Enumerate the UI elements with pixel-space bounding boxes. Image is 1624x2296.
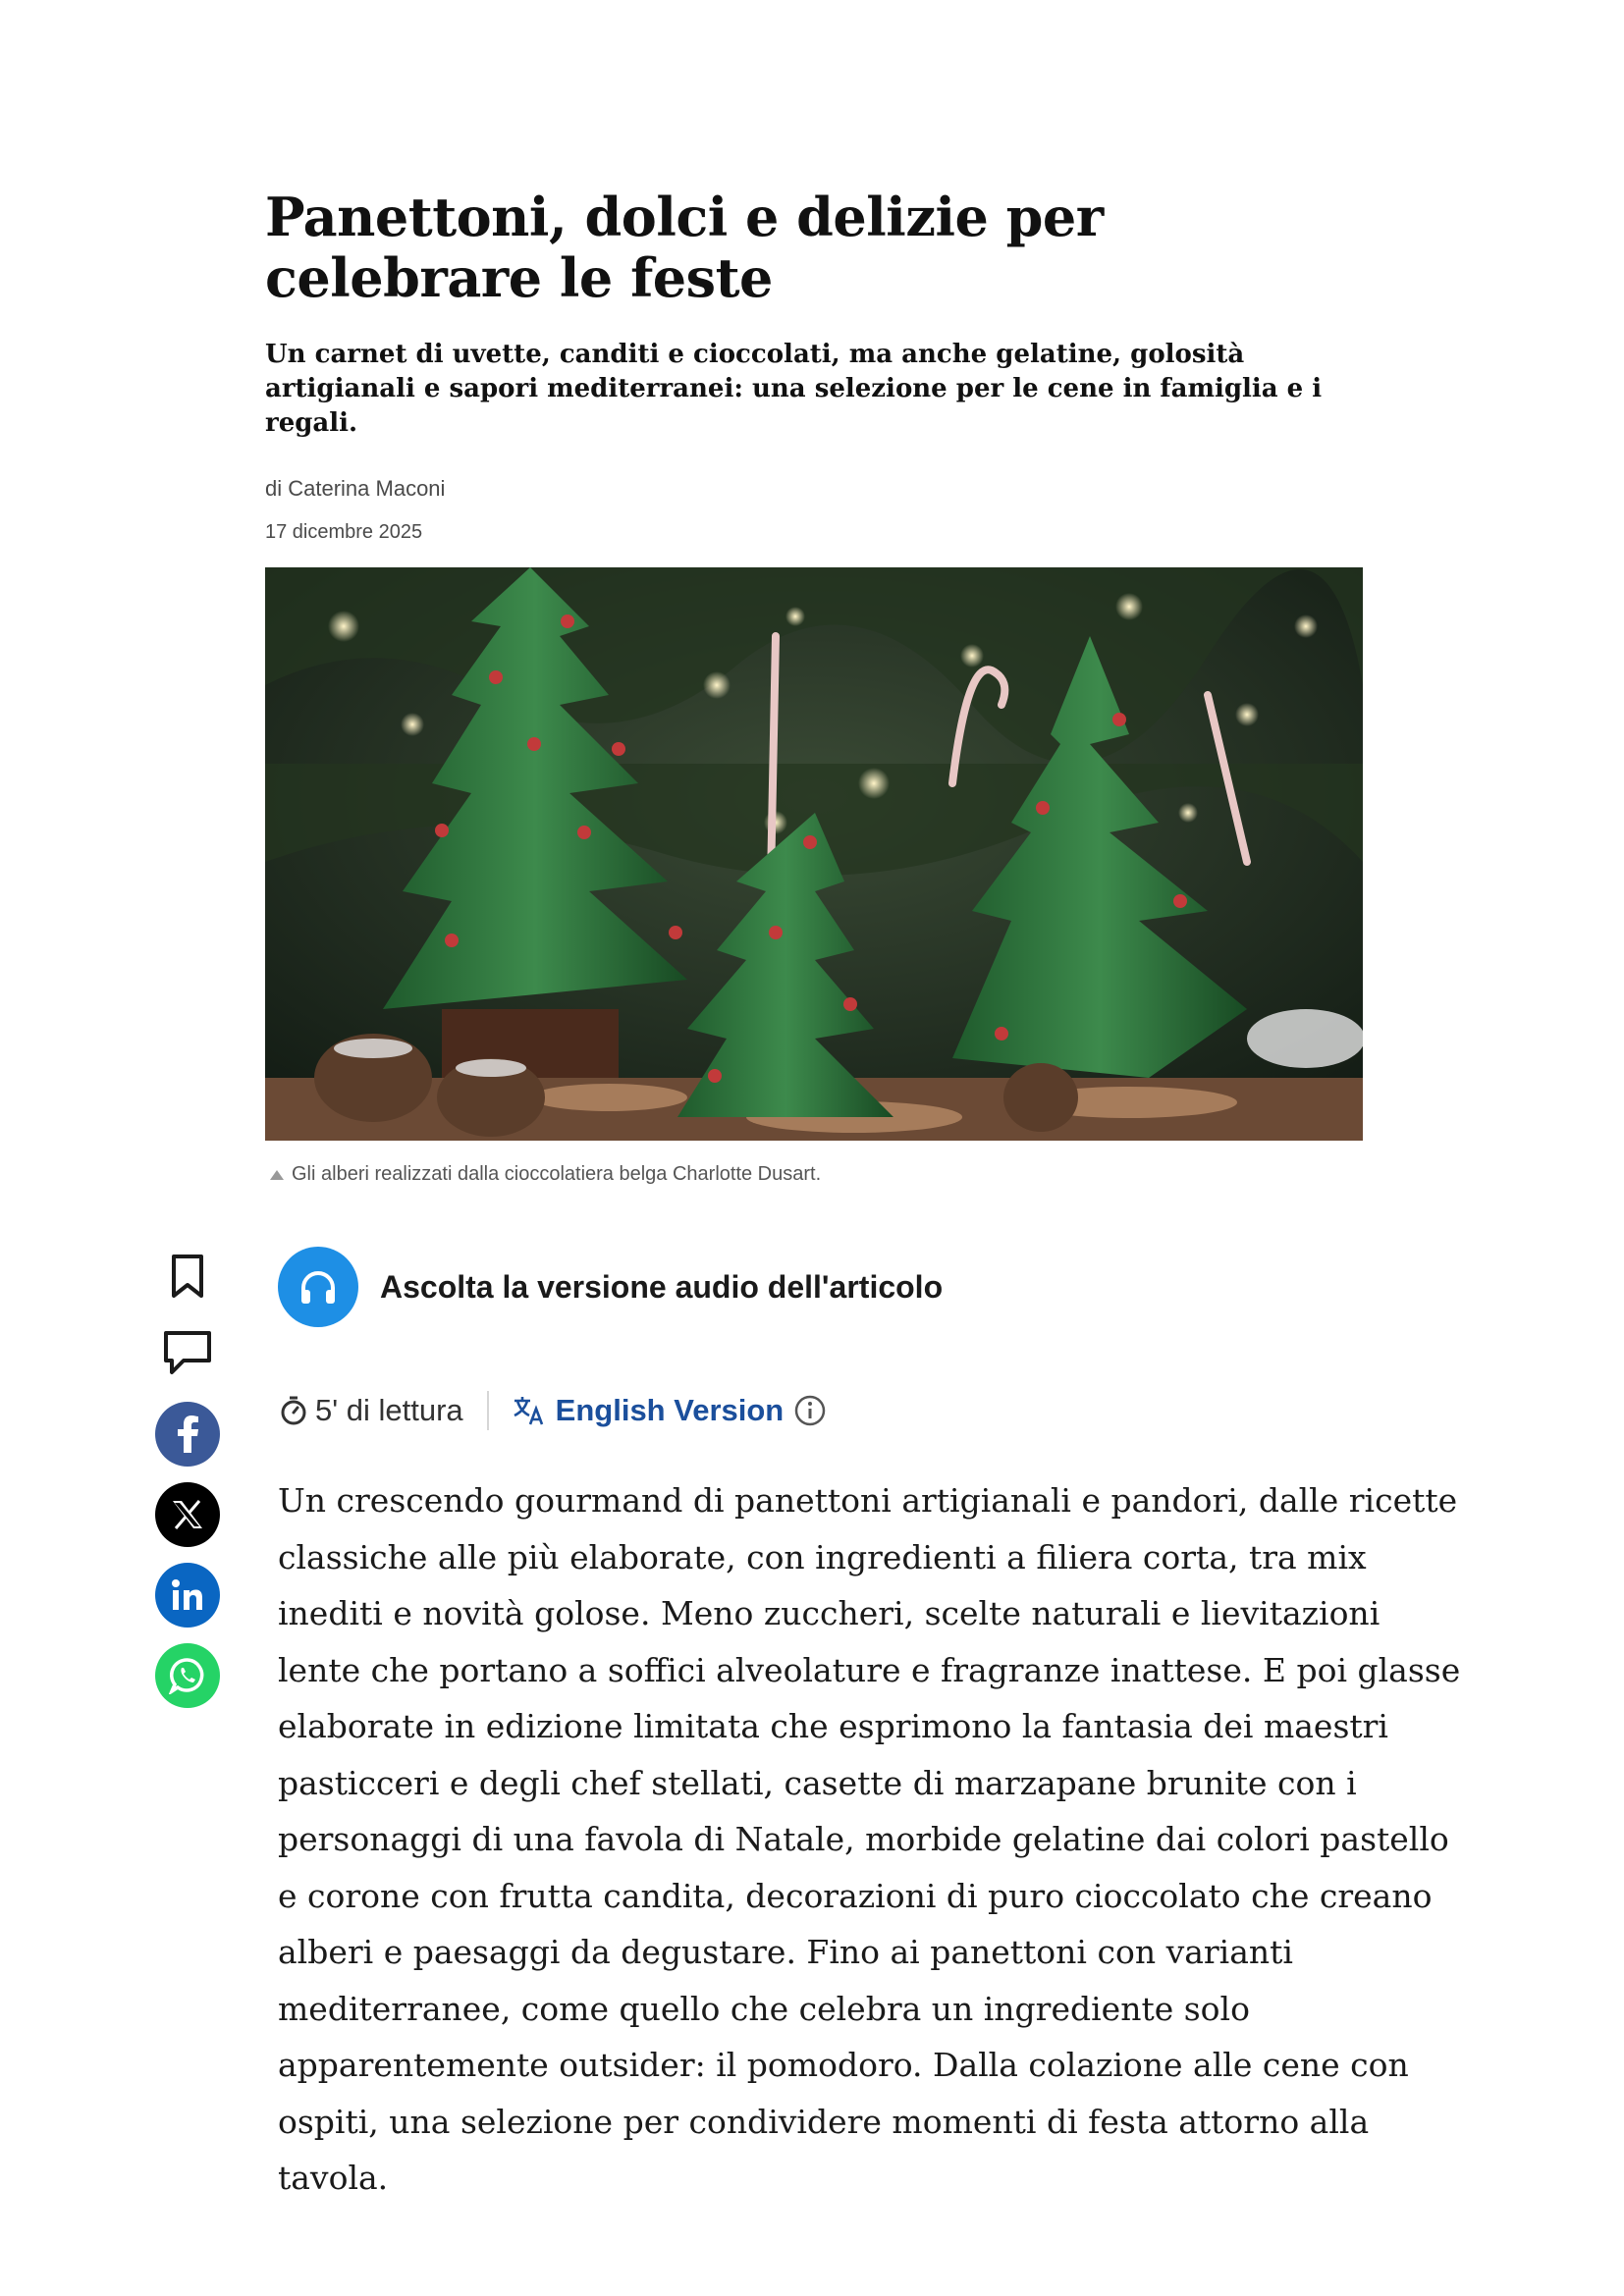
article-byline[interactable]: di Caterina Maconi — [265, 476, 446, 501]
whatsapp-icon[interactable] — [155, 1643, 220, 1708]
chocolate-trees-illustration — [265, 567, 1363, 1141]
article-header — [265, 187, 1443, 544]
info-icon[interactable] — [793, 1394, 827, 1427]
headphones-icon[interactable] — [278, 1247, 358, 1327]
timer-icon — [280, 1395, 307, 1426]
image-caption-text: Gli alberi realizzati dalla cioccolatiera belga Charlotte Dusart. — [292, 1163, 822, 1185]
meta-divider — [487, 1391, 489, 1430]
english-version-link[interactable] — [513, 1393, 828, 1428]
hero-image — [265, 567, 1363, 1141]
article-body: Un crescendo gourmand di panettoni artigianali e pandori, dalle ricette classiche alle più elaborate, con ingredienti a filiera corta, tra mix inediti e novità golose. Meno zuccheri, scelte naturali e lievitazioni lente che portano a soffici alveolature e fragranze inattese. E poi glasse elaborate in edizione limitata che esprimono la fantasia dei maestri pasticceri e degli chef stellati, casette di marzapane brunite con i personaggi di una favola di Natale, morbide gelatine dai colori pastello e corone con frutta candita, decorazioni di puro cioccolato che creano alberi e paesaggi da degustare. Fino ai panettoni con varianti mediterranee, come quello che celebra un ingrediente solo apparentemente outsider: il pomodoro. Dalla colazione alle cene con ospiti, una selezione per condividere momenti di festa attorno alla tavola. — [278, 1481, 1461, 2197]
article-meta — [280, 1389, 827, 1432]
x-icon[interactable] — [155, 1482, 220, 1547]
caption-triangle-icon[interactable] — [270, 1170, 284, 1180]
article-summary: Un carnet di uvette, canditi e cioccolati, ma anche gelatine, golosità artigianali e sapori mediterranei: una selezione per le cene in famiglia e i regali. — [265, 340, 1323, 438]
bookmark-icon[interactable] — [155, 1249, 220, 1304]
translate-icon — [513, 1395, 546, 1426]
image-caption — [270, 1163, 821, 1186]
reading-time — [280, 1393, 463, 1428]
comment-icon[interactable] — [155, 1325, 220, 1380]
english-version-label[interactable]: English Version — [555, 1393, 785, 1427]
audio-player[interactable] — [278, 1247, 943, 1327]
article-headline: Panettoni, dolci e delizie per celebrare le feste — [265, 186, 1104, 309]
audio-label[interactable]: Ascolta la versione audio dell'articolo — [380, 1268, 944, 1305]
reading-time-text: 5' di lettura — [315, 1393, 463, 1427]
share-toolbar — [155, 1249, 220, 1724]
article-date: 17 dicembre 2025 — [265, 521, 423, 543]
facebook-icon[interactable] — [155, 1402, 220, 1467]
linkedin-icon[interactable] — [155, 1563, 220, 1628]
